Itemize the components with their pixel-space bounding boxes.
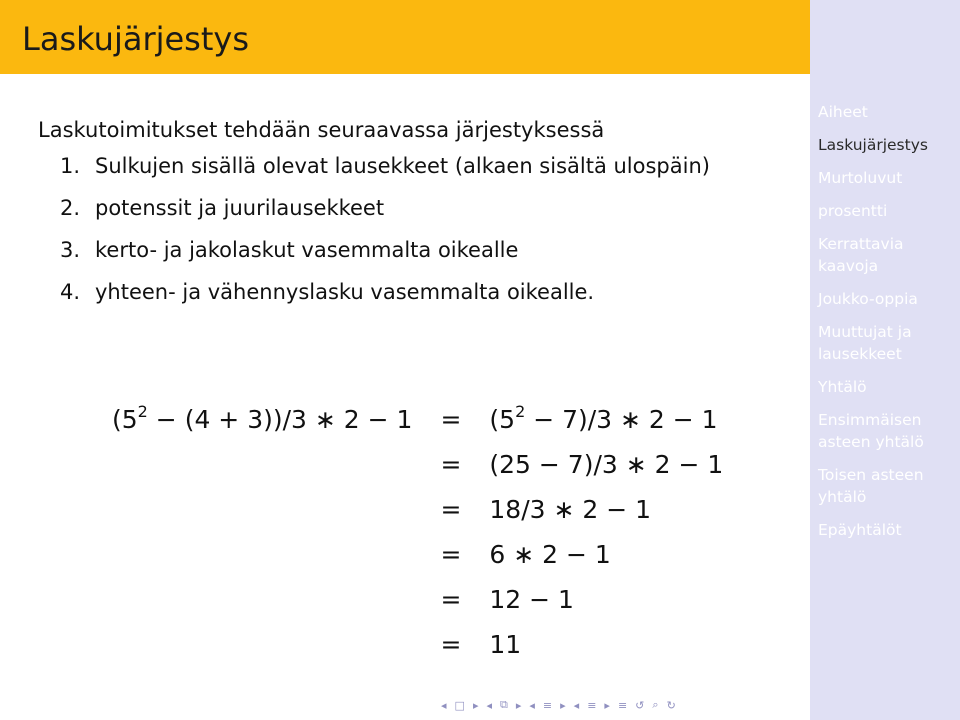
nav-prev-subsection-icon[interactable]: ◂ xyxy=(529,698,535,712)
sidebar-toc xyxy=(810,0,960,720)
equation-relation: = xyxy=(440,405,462,434)
equation-table xyxy=(112,397,723,667)
lhs-base: (5 xyxy=(112,405,138,434)
equation-relation: = xyxy=(440,630,462,659)
equation-rhs: 12 − 1 xyxy=(489,585,574,614)
sidebar-item-murtoluvut[interactable]: Murtoluvut xyxy=(818,169,903,187)
sidebar-list xyxy=(818,101,958,552)
nav-slide-icon[interactable]: □ xyxy=(454,698,465,712)
list-item xyxy=(38,194,785,222)
beamer-navigation-bar xyxy=(440,696,800,714)
equation-rhs: 18/3 ∗ 2 − 1 xyxy=(489,495,652,524)
equation-relation: = xyxy=(440,450,462,479)
equation-row xyxy=(112,622,723,667)
list-number: 3. xyxy=(60,238,81,262)
nav-prev-section-icon[interactable]: ◂ xyxy=(573,698,580,712)
list-number: 2. xyxy=(60,196,81,220)
sidebar-item-kerrattavia-kaavoja[interactable]: Kerrattavia kaavoja xyxy=(818,235,904,275)
order-list xyxy=(38,152,785,306)
list-text: yhteen- ja vähennyslasku vasemmalta oikealle. xyxy=(95,280,595,304)
rhs-exponent: 2 xyxy=(515,402,526,421)
equation-row xyxy=(112,487,723,532)
equation-rhs: 6 ∗ 2 − 1 xyxy=(489,540,611,569)
sidebar-item-aiheet[interactable]: Aiheet xyxy=(818,103,868,121)
nav-next-subsection-icon[interactable]: ▸ xyxy=(560,698,566,712)
lhs-rest: − (4 + 3))/3 ∗ 2 − 1 xyxy=(147,405,413,434)
nav-frame-icon[interactable]: ⧉ xyxy=(500,698,508,711)
sidebar-item-laskujarjestys[interactable]: Laskujärjestys xyxy=(818,136,928,154)
equation-relation: = xyxy=(440,585,462,614)
sidebar-item-muuttujat-ja-lausekkeet[interactable]: Muuttujat ja lausekkeet xyxy=(818,323,912,363)
equation-rhs: (25 − 7)/3 ∗ 2 − 1 xyxy=(489,450,724,479)
list-item xyxy=(38,152,785,180)
equation-relation: = xyxy=(440,495,462,524)
nav-subsection-icon[interactable]: ≡ xyxy=(542,698,553,712)
sidebar-item-prosentti[interactable]: prosentti xyxy=(818,202,888,220)
sidebar-item-yhtalo[interactable]: Yhtälö xyxy=(818,378,867,396)
nav-back-icon[interactable]: ↺ xyxy=(635,698,645,712)
equation-relation: = xyxy=(440,540,462,569)
rhs-base: (5 xyxy=(489,405,516,434)
sidebar-item-epayhtalot[interactable]: Epäyhtälöt xyxy=(818,521,902,539)
slide-header xyxy=(0,0,810,74)
equation-rhs: 11 xyxy=(489,630,522,659)
list-text: Sulkujen sisällä olevat lausekkeet (alkaen sisältä ulospäin) xyxy=(95,154,710,178)
equation-block xyxy=(112,397,723,667)
list-item xyxy=(38,236,785,264)
equation-row xyxy=(112,397,723,442)
nav-search-icon[interactable]: ⌕ xyxy=(652,698,659,711)
equation-rhs xyxy=(489,397,723,442)
nav-next-frame-icon[interactable]: ▸ xyxy=(515,698,522,712)
equation-row xyxy=(112,532,723,577)
rhs-rest: − 7)/3 ∗ 2 − 1 xyxy=(525,405,718,434)
nav-appendix-icon[interactable]: ≡ xyxy=(617,698,628,712)
list-text: potenssit ja juurilausekkeet xyxy=(95,196,385,220)
intro-text: Laskutoimitukset tehdään seuraavassa järjestyksessä xyxy=(38,118,605,142)
equation-row xyxy=(112,577,723,622)
sidebar-item-ensimmaisen-asteen-yhtalo[interactable]: Ensimmäisen asteen yhtälö xyxy=(818,411,924,451)
nav-section-icon[interactable]: ≡ xyxy=(587,698,597,712)
equation-row xyxy=(112,442,723,487)
sidebar-item-toisen-asteen-yhtalo[interactable]: Toisen asteen yhtälö xyxy=(818,466,924,506)
list-text: kerto- ja jakolaskut vasemmalta oikealle xyxy=(95,238,519,262)
lhs-exponent: 2 xyxy=(137,402,148,421)
slide-title: Laskujärjestys xyxy=(22,20,249,58)
list-number: 1. xyxy=(60,154,81,178)
equation-lhs xyxy=(112,397,412,442)
list-number: 4. xyxy=(60,280,81,304)
slide-content xyxy=(38,118,785,320)
list-item xyxy=(38,278,785,306)
nav-forward-icon[interactable]: ↻ xyxy=(666,698,676,712)
nav-next-section-icon[interactable]: ▸ xyxy=(604,698,610,712)
nav-prev-slide-icon[interactable]: ◂ xyxy=(441,698,447,712)
nav-prev-frame-icon[interactable]: ◂ xyxy=(486,698,492,712)
sidebar-item-joukko-oppia[interactable]: Joukko-oppia xyxy=(818,290,918,308)
nav-next-slide-icon[interactable]: ▸ xyxy=(472,698,479,712)
